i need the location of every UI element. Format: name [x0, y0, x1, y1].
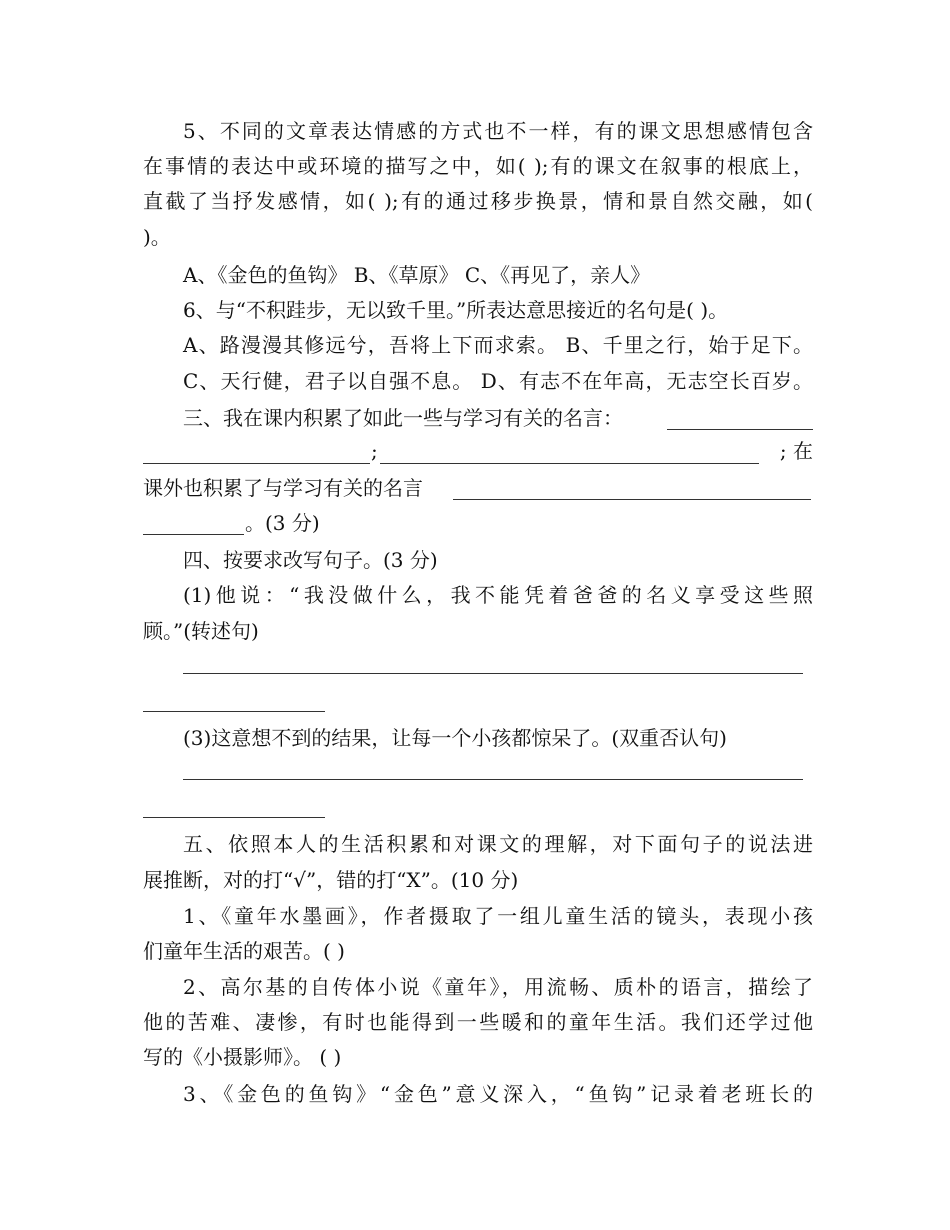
answer-line: [143, 817, 325, 818]
q5-line-3: 直截了当抒发感情，如( );有的通过移步换景，情和景自然交融，如(: [143, 189, 813, 213]
q6-stem: 6、与“不积跬步，无以致千里。”所表达意思接近的名句是( )。: [183, 298, 729, 322]
answer-blank: [667, 429, 813, 430]
s5-item-1-line-2: 们童年生活的艰苦。( ): [143, 939, 345, 963]
q5-options: A、《金色的鱼钩》 B、《草原》 C、《再见了，亲人》: [183, 263, 651, 287]
q5-line-2: 在事情的表达中或环境的描写之中，如( );有的课文在叙事的根底上，: [143, 154, 813, 178]
section-4-title: 四、按要求改写句子。(3 分): [183, 548, 438, 572]
s5-item-1-line-1: 1、《童年水墨画》，作者摄取了一组儿童生活的镜头，表现小孩: [183, 904, 813, 928]
answer-line: [183, 779, 803, 780]
s5-item-2-line-1: 2、高尔基的自传体小说《童年》，用流畅、质朴的语言，描绘了: [183, 975, 813, 999]
section-3-title: 三、我在课内积累了如此一些与学习有关的名言：: [183, 406, 623, 430]
q5-line-4: )。: [143, 225, 171, 249]
section-3-score: 。(3 分): [245, 511, 320, 535]
section-3-line-3: 课外也积累了与学习有关的名言: [143, 476, 423, 500]
section-5-line-1: 五、依照本人的生活积累和对课文的理解，对下面句子的说法进: [183, 832, 813, 856]
answer-line: [183, 673, 803, 674]
s5-item-3-line-1: 3、《金色的鱼钩》“金色”意义深入，“鱼钩”记录着老班长的: [183, 1082, 813, 1106]
separator-text: ; 在: [779, 439, 813, 463]
q5-line-1: 5、不同的文章表达情感的方式也不一样，有的课文思想感情包含: [183, 119, 813, 143]
s4-item-1-line-1: (1)他说：“我没做什么，我不能凭着爸爸的名义享受这些照: [183, 583, 813, 607]
answer-blank: [380, 463, 759, 464]
section-5-line-2: 展推断，对的打“√”，错的打“X”。(10 分): [143, 868, 519, 892]
separator-text: ;: [371, 439, 378, 463]
s5-item-2-line-3: 写的《小摄影师》。 ( ): [143, 1045, 342, 1069]
answer-blank: [453, 499, 811, 500]
q6-options-ab: A、路漫漫其修远兮，吾将上下而求索。 B、千里之行，始于足下。: [183, 333, 813, 357]
s4-item-1-line-2: 顾。”(转述句): [143, 619, 259, 643]
answer-line: [143, 711, 325, 712]
answer-blank: [143, 463, 370, 464]
s4-item-3: (3)这意想不到的结果，让每一个小孩都惊呆了。(双重否认句): [183, 726, 727, 750]
q6-options-cd: C、天行健，君子以自强不息。 D、有志不在年高，无志空长百岁。: [183, 369, 813, 393]
answer-blank: [143, 534, 244, 535]
s5-item-2-line-2: 他的苦难、凄惨，有时也能得到一些暖和的童年生活。我们还学过他: [143, 1010, 813, 1034]
